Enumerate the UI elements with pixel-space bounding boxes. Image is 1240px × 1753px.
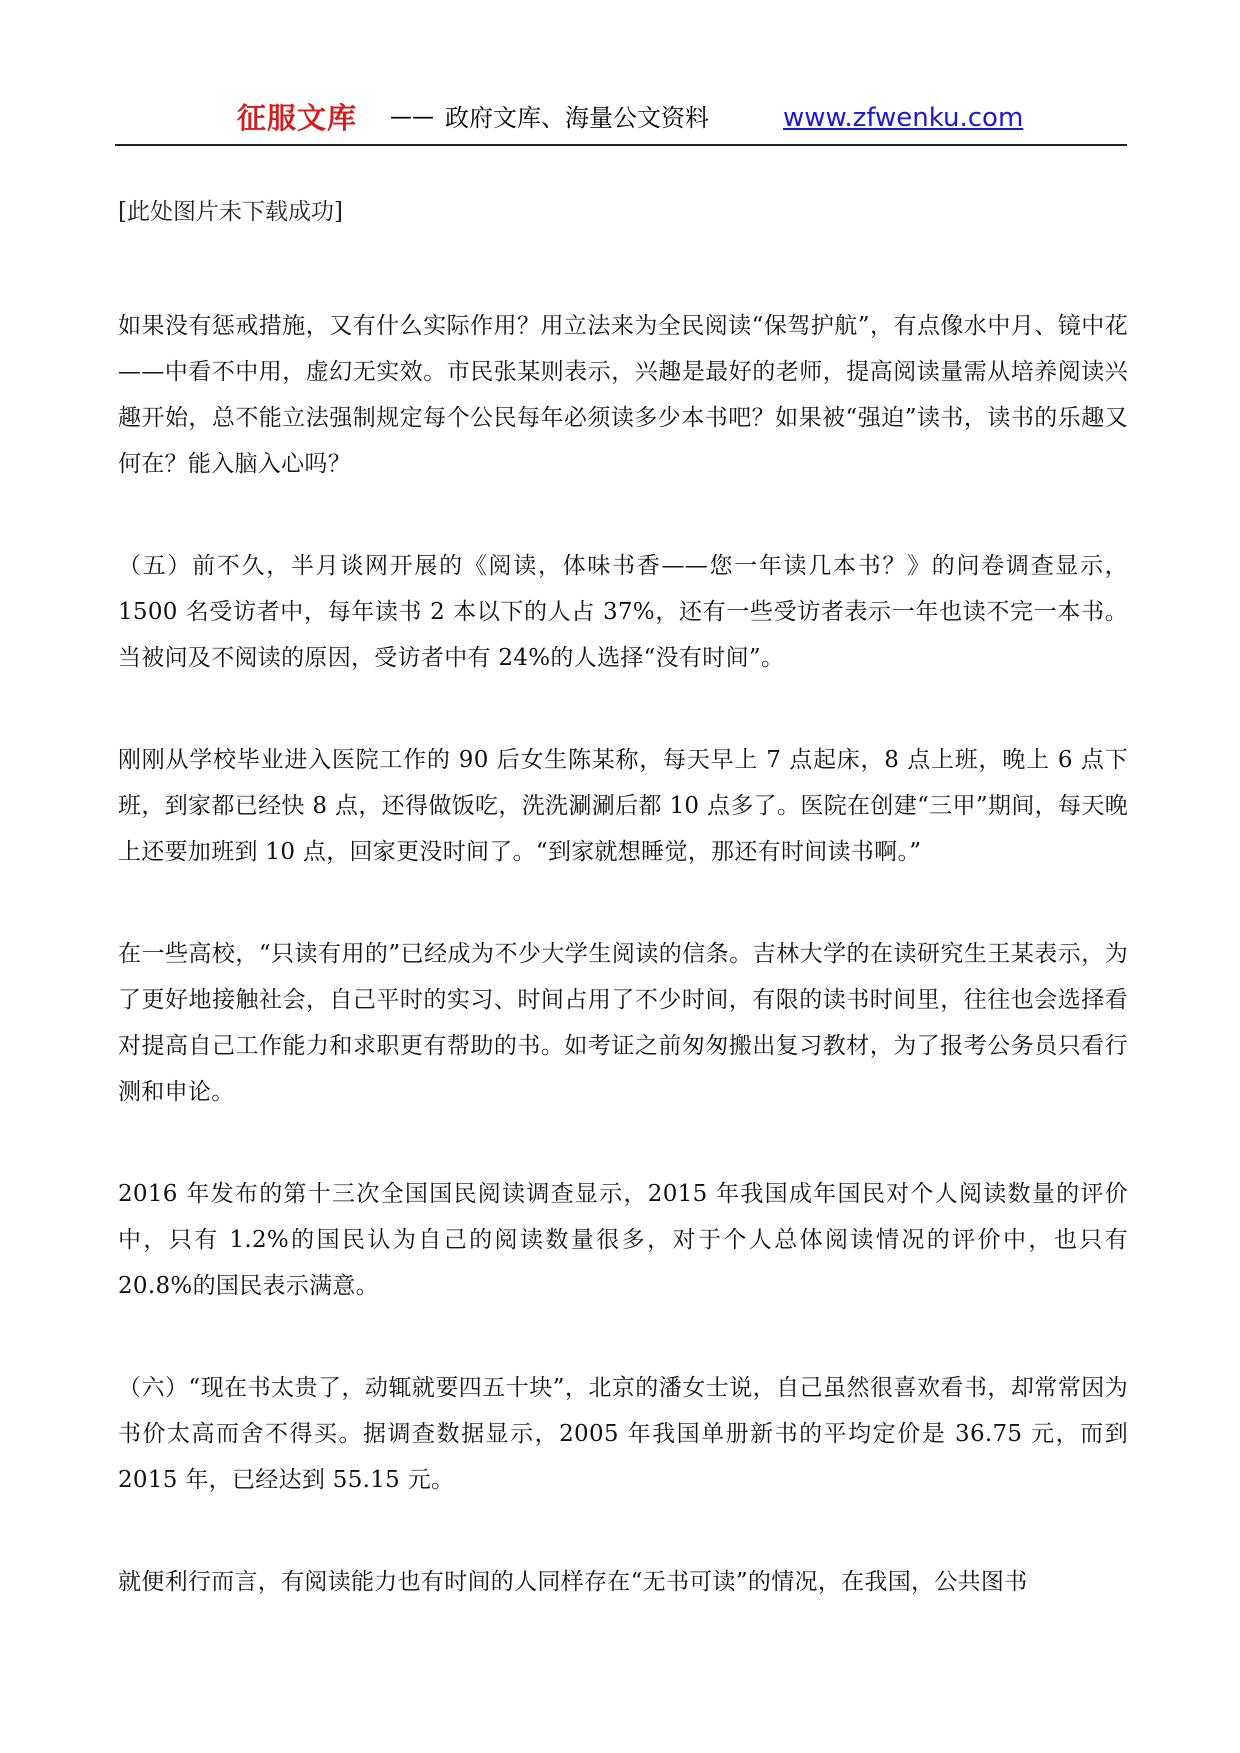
paragraph-5: 2016 年发布的第十三次全国国民阅读调查显示，2015 年我国成年国民对个人阅读数量的评价中，只有 1.2%的国民认为自己的阅读数量很多，对于个人总体阅读情况的评价中，也只有 20.8%的国民表示满意。 [118, 1181, 1128, 1299]
paragraph-6: （六）“现在书太贵了，动辄就要四五十块”，北京的潘女士说，自己虽然很喜欢看书，却常常因为书价太高而舍不得买。据调查数据显示，2005 年我国单册新书的平均定价是 36.75 元，而到 2015 年，已经达到 55.15 元。 [118, 1375, 1128, 1493]
website-link[interactable]: www.zfwenku.com [783, 103, 1024, 133]
document-body [118, 196, 1128, 1661]
header-slogan: 政府文库、海量公文资料 [445, 104, 709, 132]
header-divider [115, 144, 1127, 146]
image-placeholder-text: [此处图片未下载成功] [118, 199, 343, 225]
paragraph-4: 在一些高校，“只读有用的”已经成为不少大学生阅读的信条。吉林大学的在读研究生王某表示，为了更好地接触社会，自己平时的实习、时间占用了不少时间，有限的读书时间里，往往也会选择看对提高自己工作能力和求职更有帮助的书。如考证之前匆匆搬出复习教材，为了报考公务员只看行测和申论。 [118, 941, 1128, 1105]
paragraph-7: 就便利行而言，有阅读能力也有时间的人同样存在“无书可读”的情况，在我国，公共图书 [118, 1569, 1028, 1595]
paragraph-3: 刚刚从学校毕业进入医院工作的 90 后女生陈某称，每天早上 7 点起床，8 点上班，晚上 6 点下班，到家都已经快 8 点，还得做饭吃，洗洗涮涮后都 10 点多了。医院在创建“三甲”期间，每天晚上还要加班到 10 点，回家更没时间了。“到家就想睡觉，那还有时间读书啊。” [118, 747, 1128, 865]
brand-logo-text: 征服文库 [237, 101, 358, 135]
paragraph-2: （五）前不久，半月谈网开展的《阅读，体味书香——您一年读几本书？》的问卷调查显示，1500 名受访者中，每年读书 2 本以下的人占 37%，还有一些受访者表示一年也读不完一本书。当被问及不阅读的原因，受访者中有 24%的人选择“没有时间”。 [118, 553, 1128, 671]
paragraph-1: 如果没有惩戒措施，又有什么实际作用？用立法来为全民阅读“保驾护航”，有点像水中月、镜中花——中看不中用，虚幻无实效。市民张某则表示，兴趣是最好的老师，提高阅读量需从培养阅读兴趣开始，总不能立法强制规定每个公民每年必须读多少本书吧？如果被“强迫”读书，读书的乐趣又何在？能入脑入心吗？ [118, 313, 1128, 477]
page-header [115, 96, 1127, 146]
header-separator: —— [390, 105, 434, 130]
